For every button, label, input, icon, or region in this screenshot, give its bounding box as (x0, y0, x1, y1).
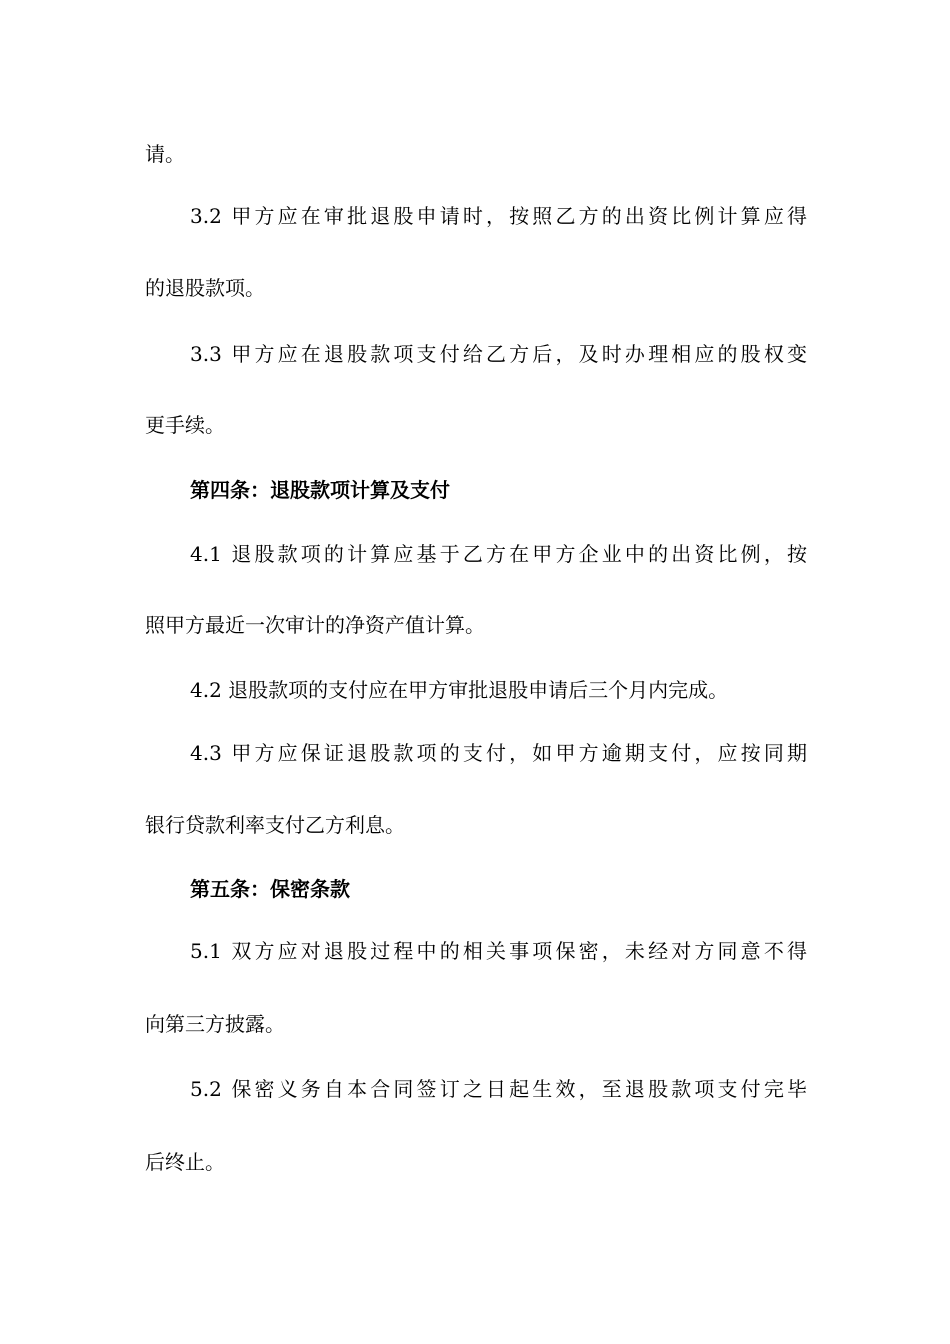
clause-3-2-line-1: 3.2 甲方应在审批退股申请时，按照乙方的出资比例计算应得 (190, 204, 807, 228)
clause-5-1-line-2: 向第三方披露。 (145, 1012, 285, 1036)
clause-5-2-line-1: 5.2 保密义务自本合同签订之日起生效，至退股款项支付完毕 (190, 1077, 807, 1101)
clause-4-3-line-1: 4.3 甲方应保证退股款项的支付，如甲方逾期支付，应按同期 (190, 741, 807, 765)
clause-4-1-line-1: 4.1 退股款项的计算应基于乙方在甲方企业中的出资比例，按 (190, 542, 807, 566)
clause-4-1-line-2: 照甲方最近一次审计的净资产值计算。 (145, 613, 485, 637)
clause-4-3-line-2: 银行贷款利率支付乙方利息。 (145, 813, 405, 837)
clause-4-2-line-1: 4.2 退股款项的支付应在甲方审批退股申请后三个月内完成。 (190, 678, 729, 702)
clause-5-2-line-2: 后终止。 (145, 1150, 225, 1174)
paragraph-line: 请。 (145, 142, 185, 166)
section-heading-article-4: 第四条：退股款项计算及支付 (190, 478, 450, 502)
clause-3-2-line-2: 的退股款项。 (145, 276, 265, 300)
section-heading-article-5: 第五条：保密条款 (190, 877, 350, 901)
clause-3-3-line-1: 3.3 甲方应在退股款项支付给乙方后，及时办理相应的股权变 (190, 342, 807, 366)
clause-3-3-line-2: 更手续。 (145, 413, 225, 437)
clause-5-1-line-1: 5.1 双方应对退股过程中的相关事项保密，未经对方同意不得 (190, 939, 807, 963)
